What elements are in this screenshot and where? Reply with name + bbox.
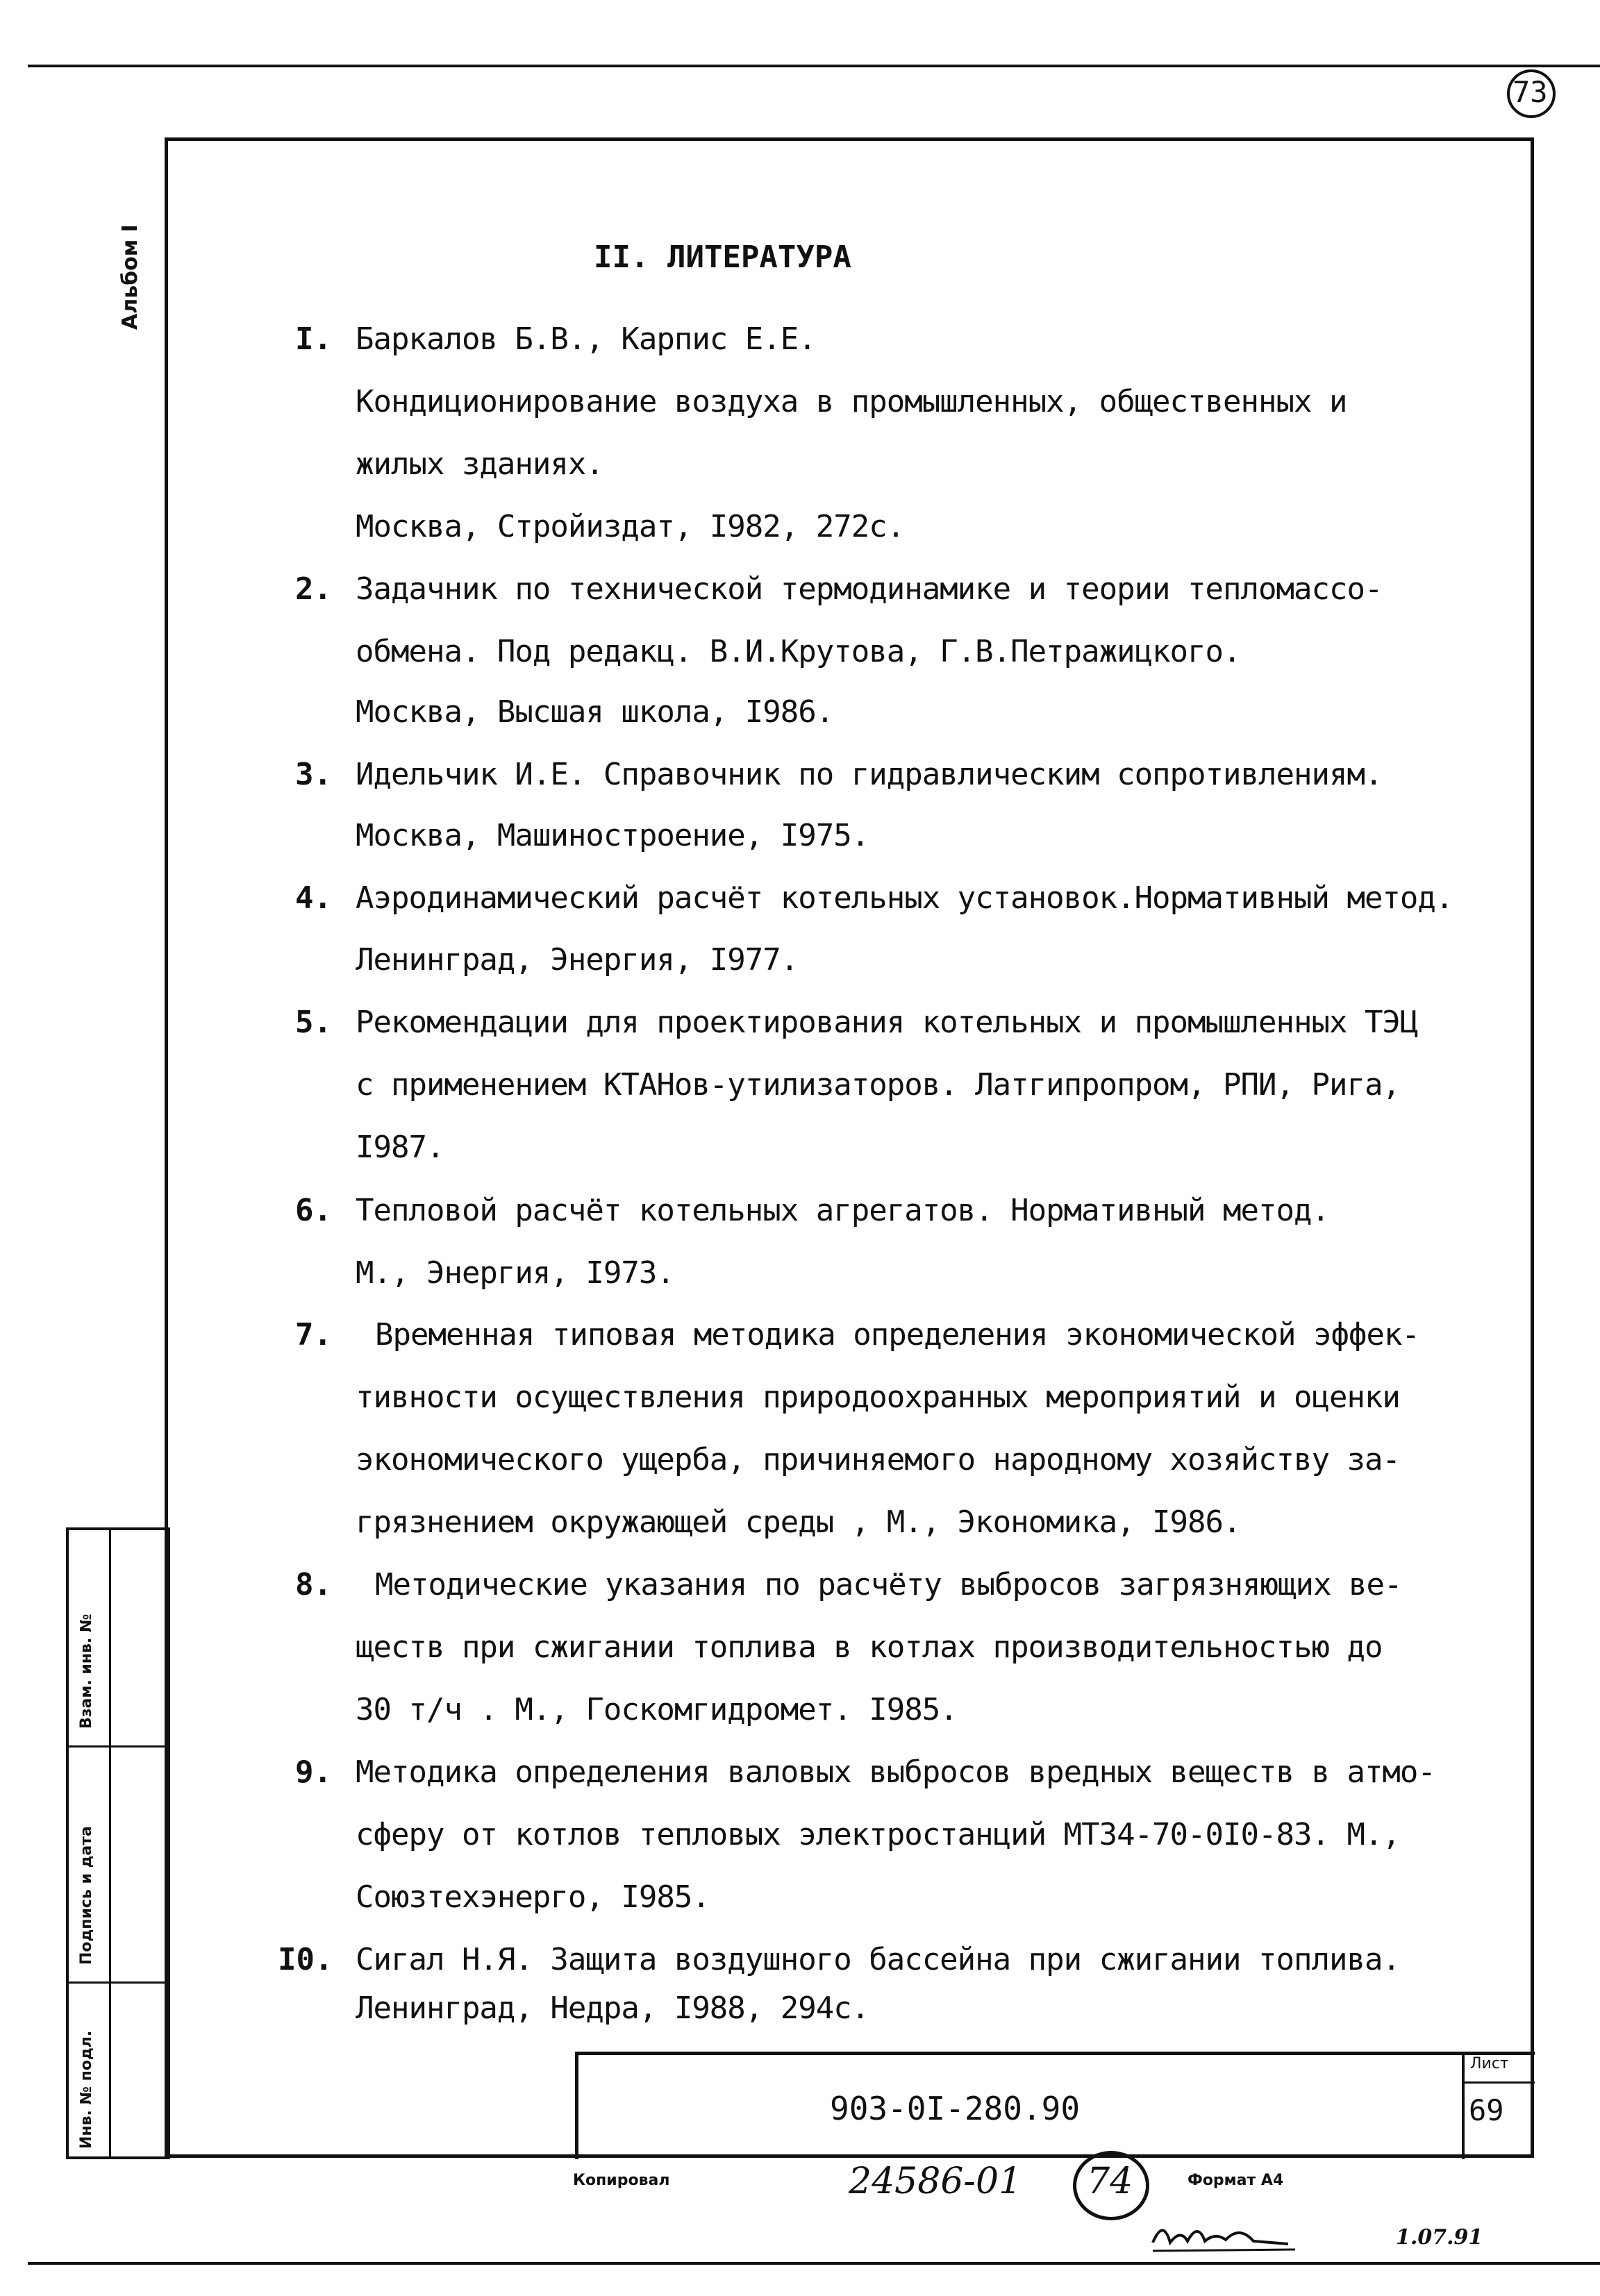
list-item-line: Москва, Высшая школа, I986. bbox=[356, 694, 834, 730]
handwritten-date: 1.07.91 bbox=[1396, 2225, 1483, 2249]
list-item-number: 3. bbox=[295, 757, 332, 792]
sheet-number: 69 bbox=[1469, 2093, 1504, 2127]
side-table-row-2 bbox=[69, 1981, 167, 1984]
list-item-line: сферу от котлов тепловых электростанций МТ34-70-0I0-83. М., bbox=[356, 1817, 1400, 1852]
side-label-podpis: Подпись и дата bbox=[78, 1826, 95, 1965]
list-item-number: 2. bbox=[295, 571, 332, 607]
side-table-divider bbox=[109, 1530, 111, 2156]
list-item-line: Ленинград, Недра, I988, 294с. bbox=[356, 1991, 869, 2026]
list-item-line: с применением КТАНов-утилизаторов. Латгипропром, РПИ, Рига, bbox=[356, 1067, 1400, 1103]
corner-number: 73 bbox=[1512, 75, 1548, 109]
list-item-line: М., Энергия, I973. bbox=[356, 1255, 674, 1291]
list-item-number: 6. bbox=[295, 1193, 332, 1228]
side-label-vzam: Взам. инв. № bbox=[78, 1614, 95, 1729]
handwritten-signature bbox=[1149, 2215, 1302, 2259]
list-item-line: грязнением окружающей среды , М., Экономика, I986. bbox=[356, 1505, 1241, 1540]
list-item-number: 4. bbox=[295, 880, 332, 916]
bottom-rule bbox=[28, 2262, 1600, 2265]
list-item-line: Тепловой расчёт котельных агрегатов. Нормативный метод. bbox=[356, 1193, 1329, 1228]
list-item-line: Баркалов Б.В., Карпис Е.Е. bbox=[356, 321, 816, 357]
list-item-number: 9. bbox=[295, 1754, 332, 1790]
list-item-line: Сигал Н.Я. Защита воздушного бассейна при сжигании топлива. bbox=[356, 1942, 1400, 1977]
list-item-line: Союзтехэнерго, I985. bbox=[356, 1879, 710, 1915]
top-rule bbox=[28, 65, 1600, 67]
list-item-line: I987. bbox=[356, 1130, 444, 1165]
list-item-number: 5. bbox=[295, 1005, 332, 1040]
list-item-line: тивности осуществления природоохранных мероприятий и оценки bbox=[356, 1380, 1400, 1415]
list-item-line: Методика определения валовых выбросов вредных веществ в атмо- bbox=[356, 1754, 1435, 1790]
list-item-number: 8. bbox=[295, 1567, 332, 1602]
signature-icon bbox=[1149, 2215, 1302, 2256]
section-title: II. ЛИТЕРАТУРА bbox=[594, 240, 851, 275]
list-item-line: Задачник по технической термодинамике и теории тепломассо- bbox=[356, 571, 1383, 607]
sheet-label: Лист bbox=[1470, 2055, 1509, 2072]
list-item-line: экономического ущерба, причиняемого народному хозяйству за- bbox=[356, 1442, 1400, 1477]
list-item-line: жилых зданиях. bbox=[356, 446, 603, 482]
handwritten-code: 24586-01 bbox=[849, 2161, 1022, 2202]
document-code: 903-0I-280.90 bbox=[830, 2090, 1081, 2127]
list-item-line: 30 т/ч . М., Госкомгидромет. I985. bbox=[356, 1692, 958, 1727]
kopiroval-label: Копировал bbox=[573, 2172, 670, 2189]
list-item-line: Методические указания по расчёту выбросов загрязняющих ве- bbox=[375, 1567, 1402, 1602]
format-label: Формат А4 bbox=[1188, 2172, 1284, 2189]
list-item-line: обмена. Под редакц. В.И.Крутова, Г.В.Петражицкого. bbox=[356, 634, 1241, 669]
list-item-line: Временная типовая методика определения экономической эффек- bbox=[375, 1317, 1419, 1352]
sheet-box-divider bbox=[1462, 2081, 1535, 2084]
circled-number: 74 bbox=[1087, 2161, 1133, 2202]
list-item-line: Кондиционирование воздуха в промышленных, общественных и bbox=[356, 384, 1347, 419]
album-label: Альбом I bbox=[118, 224, 142, 330]
list-item-line: Идельчик И.Е. Справочник по гидравлическим сопротивлениям. bbox=[356, 757, 1383, 792]
list-item-line: Ленинград, Энергия, I977. bbox=[356, 942, 799, 978]
list-item-line: Москва, Стройиздат, I982, 272с. bbox=[356, 509, 905, 544]
list-item-line: Рекомендации для проектирования котельных и промышленных ТЭЦ bbox=[356, 1005, 1418, 1040]
list-item-line: Москва, Машиностроение, I975. bbox=[356, 818, 869, 853]
side-label-inv: Инв. № подл. bbox=[78, 2030, 95, 2149]
list-item-line: Аэродинамический расчёт котельных установок.Нормативный метод. bbox=[356, 880, 1453, 916]
list-item-number: 7. bbox=[295, 1317, 332, 1352]
list-item-number: I0. bbox=[278, 1942, 333, 1977]
list-item-line: ществ при сжигании топлива в котлах производительностью до bbox=[356, 1629, 1383, 1665]
list-item-number: I. bbox=[295, 321, 332, 357]
side-table-row-1 bbox=[69, 1745, 167, 1748]
